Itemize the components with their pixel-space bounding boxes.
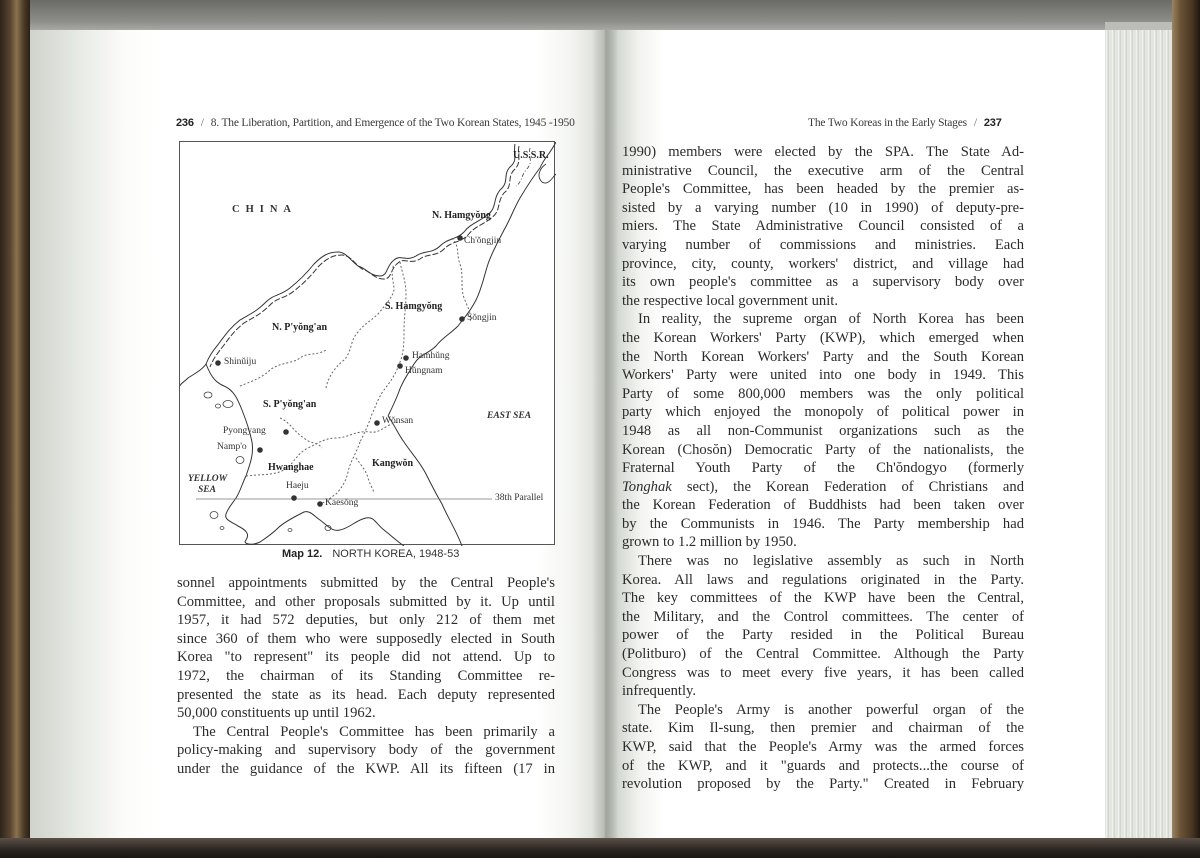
text-line: the Korean Workers' Party (KWP), which emerged when [622, 329, 1024, 346]
map-label-ussr: U.S.S.R. [513, 150, 549, 161]
map-label-east-sea: EAST SEA [487, 411, 532, 421]
text-line: varying number of commissions and ministries. Each [622, 236, 1024, 253]
scanner-frame-right [1172, 0, 1200, 858]
text-line: miers. The State Administrative Council consisted of a [622, 218, 1024, 235]
text-line: Party of some 800,000 members was the only political [622, 385, 1024, 402]
text-line: (Politburo) of the Central Committee. Although the Party [622, 646, 1024, 663]
map-label-hamhung: Hamhŭng [412, 351, 450, 361]
running-head-separator: / [200, 117, 204, 129]
text-line: power of the Party resided in the Political Bureau [622, 627, 1024, 644]
text-line: KWP, said that the People's Army was the armed forces [622, 739, 1024, 755]
map-label-yellow-sea-1: YELLOW [188, 474, 228, 484]
map-label-s-pyongan: S. P'yŏng'an [263, 399, 317, 410]
text-line: its own people's committee as a supervisory body over [622, 274, 1024, 291]
text-line: presented the state as its head. Each deputy represented [177, 686, 555, 703]
right-running-head [808, 117, 1002, 129]
map-label-nampo: Namp'o [217, 442, 247, 452]
map-label-china: CHINA [232, 204, 298, 215]
scanner-frame-top [0, 0, 1200, 30]
text-line: sonnel appointments submitted by the Central People's [177, 575, 555, 591]
text-line: of the KWP, and it "guards and protects...the course of [622, 757, 1024, 774]
text-line: The key committees of the KWP have been the Central, [622, 590, 1024, 607]
text-line: Korea "to represent" its people did not attend. Up to [177, 649, 555, 666]
left-running-head [176, 117, 575, 129]
text-line: Committee, and other proposals submitted by it. Up until [177, 593, 555, 610]
map-caption-text: NORTH KOREA, 1948-53 [332, 548, 460, 560]
map-label-songjin: Sŏngjin [467, 313, 497, 323]
text-line: 1957, it had 572 deputies, but only 212 of them met [177, 612, 555, 629]
right-page-number: 237 [983, 117, 1002, 129]
map-label-kaesong: Kaesŏng [325, 498, 359, 508]
text-line: Workers' Party were united into one body in 1949. This [622, 367, 1024, 384]
book-gutter [592, 30, 618, 838]
scanner-frame-left [0, 0, 30, 858]
text-line: Korea. All laws and regulations originated in the Party. [622, 571, 1024, 588]
italic-term: Tonghak [622, 478, 672, 495]
map-label-chongjin: Ch'ŏngjin [464, 236, 502, 246]
text-line: 1948 as all non-Communist organizations such as the [622, 422, 1024, 439]
text-line: the North Korean Workers' Party and the South Korean [622, 348, 1024, 365]
text-line-rest: sect), the Korean Federation of Christians and [686, 478, 1025, 495]
paragraph-start: The People's Army is another powerful organ of the [638, 701, 1024, 718]
text-line: state. Kim Il-sung, then premier and chairman of the [622, 720, 1024, 737]
text-line: 1990) members were elected by the SPA. The State Ad- [622, 144, 1024, 160]
map-label-haeju: Haeju [286, 481, 309, 491]
map-label-hungnam: Hŭngnam [405, 366, 443, 376]
paragraph-start: There was no legislative assembly as such in North [638, 553, 1024, 570]
map-caption [282, 548, 459, 560]
text-line: policy-making and supervisory body of the government [177, 742, 555, 759]
text-line: the respective local government unit. [622, 292, 838, 309]
map-label-kangwon: Kangwŏn [372, 458, 414, 469]
map-north-korea [179, 141, 555, 545]
text-line: province, city, county, workers' district, and village had [622, 255, 1024, 272]
map-label-wonsan: Wŏnsan [382, 416, 414, 426]
left-chapter-title: 8. The Liberation, Partition, and Emergence of the Two Korean States, 1945 -1950 [210, 117, 575, 129]
map-label-sinuiju: Shinŭiju [224, 357, 257, 367]
text-line: the Military, and the Control committees. The center of [622, 608, 1024, 625]
page-stack-edges [1105, 30, 1172, 838]
text-line: Korean (Chosŏn) Democratic Party of the nationalists, the [622, 441, 1024, 458]
text-line: People's Committee, has been headed by the premier as- [622, 181, 1024, 198]
text-line: revolution proposed by the Party." Created in February [622, 776, 1024, 793]
map-label-n-pyongan: N. P'yŏng'an [272, 322, 328, 333]
paragraph-start: In reality, the supreme organ of North Korea has been [638, 311, 1024, 328]
running-head-separator: / [973, 117, 977, 129]
text-line: under the guidance of the KWP. All its fifteen (17 in [177, 760, 555, 777]
scanner-frame-bottom [0, 838, 1200, 858]
map-label-38th-parallel: 38th Parallel [495, 493, 544, 503]
text-line: the Korean Federation of Buddhists had been taken over [622, 497, 1024, 514]
text-line: party which enjoyed the monopoly of political power in [622, 404, 1024, 421]
paragraph-start: The Central People's Committee has been primarily a [193, 723, 555, 740]
map-label-pyongyang: Pyongyang [223, 426, 266, 436]
text-line: 50,000 constituents up until 1962. [177, 705, 376, 722]
right-section-title: The Two Koreas in the Early Stages [808, 117, 967, 129]
text-line-with-italic [622, 478, 1024, 497]
text-line: infrequently. [622, 683, 697, 700]
text-line: 1972, the chairman of its Standing Committee re- [177, 667, 555, 684]
text-line: Congress was to meet every five years, it has been called [622, 664, 1024, 681]
text-line: Fraternal Youth Party of the Ch'ŏndogyo (formerly [622, 460, 1024, 477]
map-caption-label: Map 12. [282, 548, 323, 560]
text-line: sisted by a varying number (10 in 1990) of deputy-pre- [622, 199, 1024, 216]
left-page-number: 236 [176, 117, 194, 129]
right-page-body [622, 143, 1024, 794]
map-lines [180, 142, 556, 546]
map-label-yellow-sea-2: SEA [198, 485, 216, 495]
text-line: grown to 1.2 million by 1950. [622, 534, 797, 551]
text-line: since 360 of them who were supposedly elected in South [177, 630, 555, 647]
map-label-n-hamgyong: N. Hamgyŏng [432, 210, 491, 221]
text-line: ministrative Council, the executive arm of the Central [622, 162, 1024, 179]
map-label-hwanghae: Hwanghae [268, 462, 314, 473]
map-label-s-hamgyong: S. Hamgyŏng [385, 301, 443, 312]
text-line: by the Communists in 1946. The Party membership had [622, 515, 1024, 532]
left-page-body [177, 574, 555, 779]
